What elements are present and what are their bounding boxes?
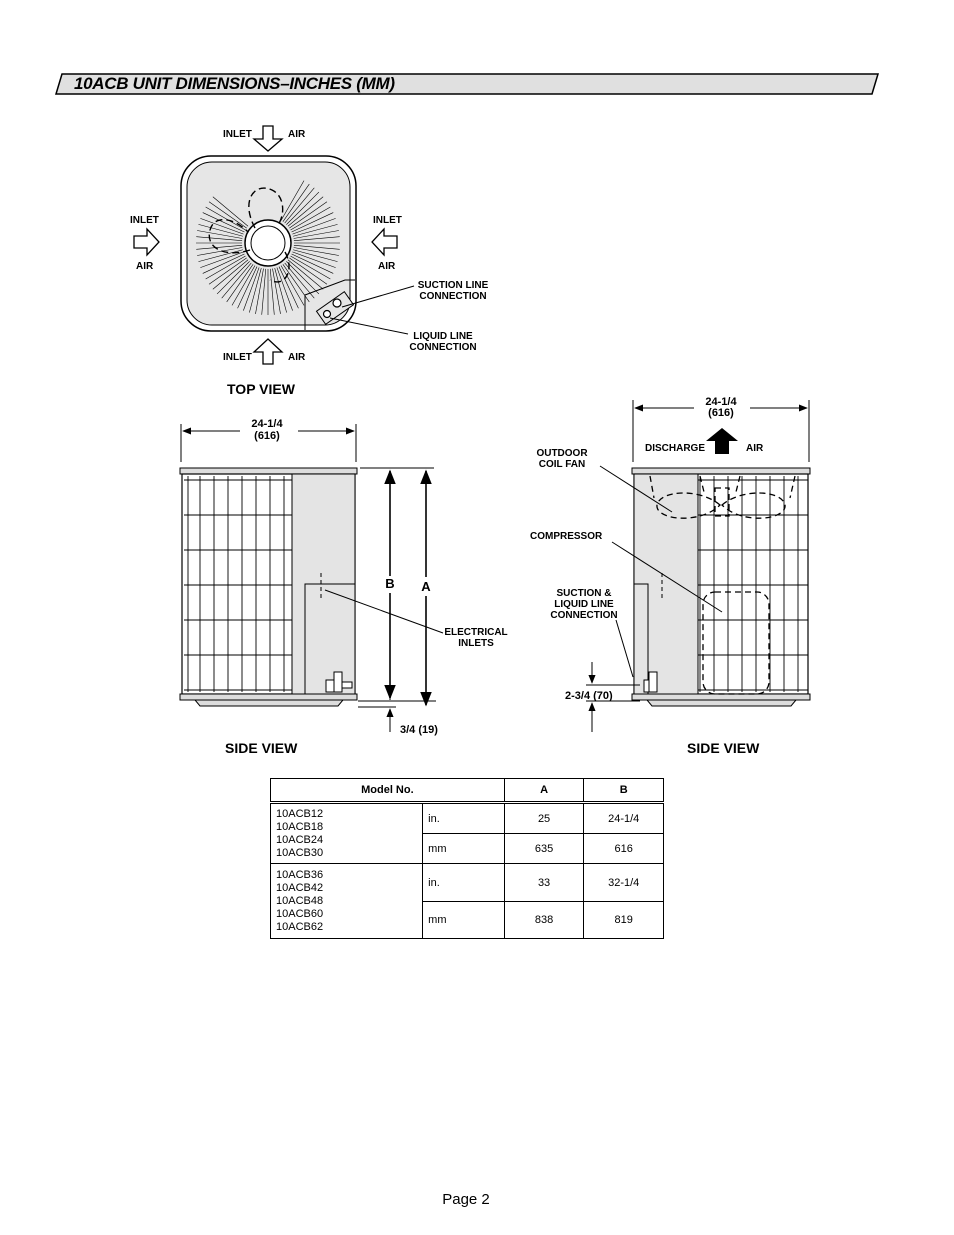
b-value-cell: 616	[584, 834, 664, 864]
electrical-inlets-label: ELECTRICAL INLETS	[444, 627, 508, 649]
unit-cell: mm	[423, 902, 505, 939]
page-title: 10ACB UNIT DIMENSIONS–INCHES (MM)	[74, 74, 395, 93]
outdoor-coil-fan-label: OUTDOOR COIL FAN	[536, 448, 588, 470]
unit-cell: in.	[423, 864, 505, 902]
a-value-cell: 838	[504, 902, 584, 939]
discharge-arrow-icon	[706, 428, 738, 454]
model-group-2	[271, 864, 423, 939]
table-row	[271, 803, 664, 834]
model-name: 10ACB36	[276, 868, 324, 881]
air-left-label: AIR	[136, 261, 154, 272]
unit-cell: in.	[423, 803, 505, 834]
right-width-in: 24-1/4	[705, 396, 737, 408]
left-width-mm: (616)	[254, 430, 280, 442]
suction-line-label: SUCTION LINE CONNECTION	[417, 280, 489, 302]
air-top-label: AIR	[288, 129, 306, 140]
discharge-label: DISCHARGE	[645, 443, 706, 454]
a-value-cell: 33	[504, 864, 584, 902]
b-value-cell: 819	[584, 902, 664, 939]
side-view-left-drawing	[180, 424, 443, 732]
model-name: 10ACB18	[276, 820, 324, 833]
air-bottom-label: AIR	[288, 352, 306, 363]
right-width-mm: (616)	[708, 407, 734, 419]
side-view-left-caption: SIDE VIEW	[225, 740, 298, 756]
left-width-in: 24-1/4	[251, 418, 283, 430]
inlet-arrow-right-icon	[372, 229, 397, 255]
side-view-right-caption: SIDE VIEW	[687, 740, 760, 756]
table-row	[271, 864, 664, 902]
a-value-cell: 25	[504, 803, 584, 834]
dimension-a-label: A	[421, 579, 431, 594]
header-a: A	[504, 779, 584, 803]
a-value-cell: 635	[504, 834, 584, 864]
model-name: 10ACB30	[276, 846, 324, 859]
inlet-right-label: INLET	[373, 215, 402, 226]
inlet-bottom-label: INLET	[223, 352, 252, 363]
compressor-label: COMPRESSOR	[530, 531, 603, 542]
model-name: 10ACB60	[276, 907, 324, 920]
model-name: 10ACB62	[276, 920, 324, 933]
model-name: 10ACB24	[276, 833, 324, 846]
model-name: 10ACB42	[276, 881, 324, 894]
dimension-b-label: B	[385, 576, 395, 591]
discharge-air-label: AIR	[746, 443, 764, 454]
air-right-label: AIR	[378, 261, 396, 272]
unit-cell: mm	[423, 834, 505, 864]
inlet-arrow-bottom-icon	[254, 339, 282, 364]
model-group-1	[271, 803, 423, 864]
inlet-arrow-left-icon	[134, 229, 159, 255]
suction-liquid-connection-label: SUCTION & LIQUID LINE CONNECTION	[550, 588, 618, 621]
inlet-arrow-top-icon	[254, 126, 282, 151]
dimensions-table	[270, 778, 664, 939]
page-number: Page 2	[442, 1191, 490, 1208]
connection-height-label: 2-3/4 (70)	[565, 690, 613, 702]
inlet-left-label: INLET	[130, 215, 159, 226]
header-model-no: Model No.	[271, 779, 505, 803]
liquid-line-label: LIQUID LINE CONNECTION	[409, 331, 477, 353]
b-value-cell: 24-1/4	[584, 803, 664, 834]
top-view-caption: TOP VIEW	[227, 381, 295, 397]
header-b: B	[584, 779, 664, 803]
inlet-top-label: INLET	[223, 129, 252, 140]
b-value-cell: 32-1/4	[584, 864, 664, 902]
model-name: 10ACB48	[276, 894, 324, 907]
model-name: 10ACB12	[276, 807, 324, 820]
base-offset-label: 3/4 (19)	[400, 724, 438, 736]
